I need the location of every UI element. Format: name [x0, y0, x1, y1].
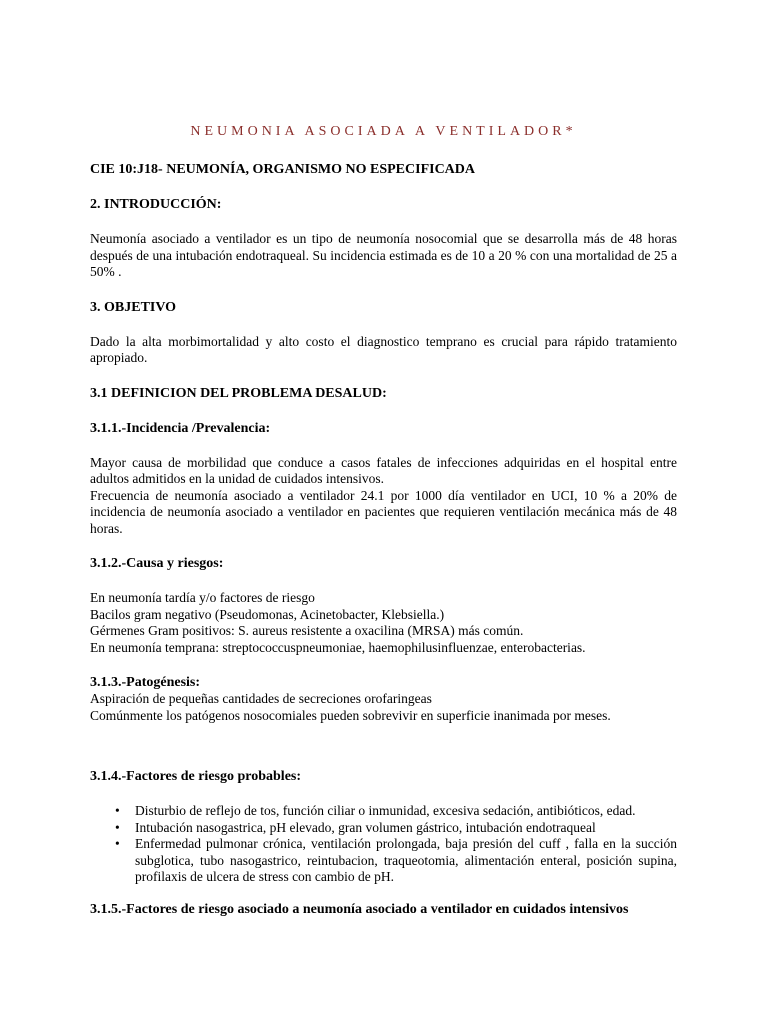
causa-line: En neumonía tardía y/o factores de riesgo	[90, 590, 315, 605]
intro-heading: 2. INTRODUCCIÓN:	[90, 197, 222, 212]
patogenesis-line: Comúnmente los patógenos nosocomiales pueden sobrevivir en superficie inanimada por meses.	[90, 707, 611, 723]
list-item	[90, 803, 677, 820]
objetivo-paragraph: Dado la alta morbimortalidad y alto costo el diagnostico temprano es crucial para rápido tratamiento apropiado.	[90, 333, 677, 365]
causa-lines	[90, 590, 677, 656]
incidencia-paragraph-2: Frecuencia de neumonía asociado a ventilador 24.1 por 1000 día ventilador en UCI, 10 % a 20% de incidencia de neumonía asociado a ventilador en pacientes que requieren ventilación mecánica más de 48 horas.	[90, 487, 677, 536]
bullet-icon: •	[115, 803, 120, 818]
causa-line: Gérmenes Gram positivos: S. aureus resistente a oxacilina (MRSA) más común.	[90, 623, 524, 638]
causa-line: Bacilos gram negativo (Pseudomonas, Acinetobacter, Klebsiella.)	[90, 606, 445, 622]
document-title: NEUMONIA ASOCIADA A VENTILADOR*	[190, 124, 577, 139]
factores-heading: 3.1.4.-Factores de riesgo probables:	[90, 769, 302, 784]
patogenesis-heading: 3.1.3.-Patogénesis:	[90, 675, 201, 690]
causa-heading: 3.1.2.-Causa y riesgos:	[90, 556, 224, 571]
list-item-text: Enfermedad pulmonar crónica, ventilación prolongada, baja presión del cuff , falla en la succión subglotica, tubo nasogastrico, reintubacion, traqueotomia, alimentación enteral, posición supina, profilaxis de ulcera de stress con cambio de pH.	[135, 836, 677, 884]
list-item-text: Intubación nasogastrica, pH elevado, gran volumen gástrico, intubación endotraqueal	[135, 819, 596, 835]
patogenesis-line: Aspiración de pequeñas cantidades de secreciones orofaringeas	[90, 691, 432, 706]
incidencia-paragraph-1: Mayor causa de morbilidad que conduce a casos fatales de infecciones adquiridas en el hospital entre adultos admitidos en la unidad de cuidados intensivos.	[90, 454, 677, 486]
bullet-icon: •	[115, 836, 120, 851]
list-item-text: Disturbio de reflejo de tos, función ciliar o inmunidad, excesiva sedación, antibióticos, edad.	[135, 803, 636, 818]
cie-code-heading: CIE 10:J18- NEUMONÍA, ORGANISMO NO ESPECIFICADA	[90, 162, 476, 177]
bullet-icon: •	[115, 819, 120, 835]
patogenesis-lines	[90, 691, 677, 724]
factores-list	[90, 803, 677, 886]
causa-line: En neumonía temprana: streptococcuspneumoniae, haemophilusinfluenzae, enterobacterias.	[90, 639, 586, 655]
list-item	[90, 820, 677, 837]
incidencia-heading: 3.1.1.-Incidencia /Prevalencia:	[90, 420, 271, 436]
definicion-heading: 3.1 DEFINICION DEL PROBLEMA DESALUD:	[90, 385, 387, 401]
intro-paragraph: Neumonía asociado a ventilador es un tipo de neumonía nosocomial que se desarrolla más de 48 horas después de una intubación endotraqueal. Su incidencia estimada es de 10 a 20 % con una mortalidad de 25 a 50% .	[90, 231, 677, 279]
objetivo-heading: 3. OBJETIVO	[90, 299, 177, 315]
list-item	[90, 836, 677, 886]
factores-uci-heading: 3.1.5.-Factores de riesgo asociado a neumonía asociado a ventilador en cuidados intensivos	[90, 901, 629, 917]
